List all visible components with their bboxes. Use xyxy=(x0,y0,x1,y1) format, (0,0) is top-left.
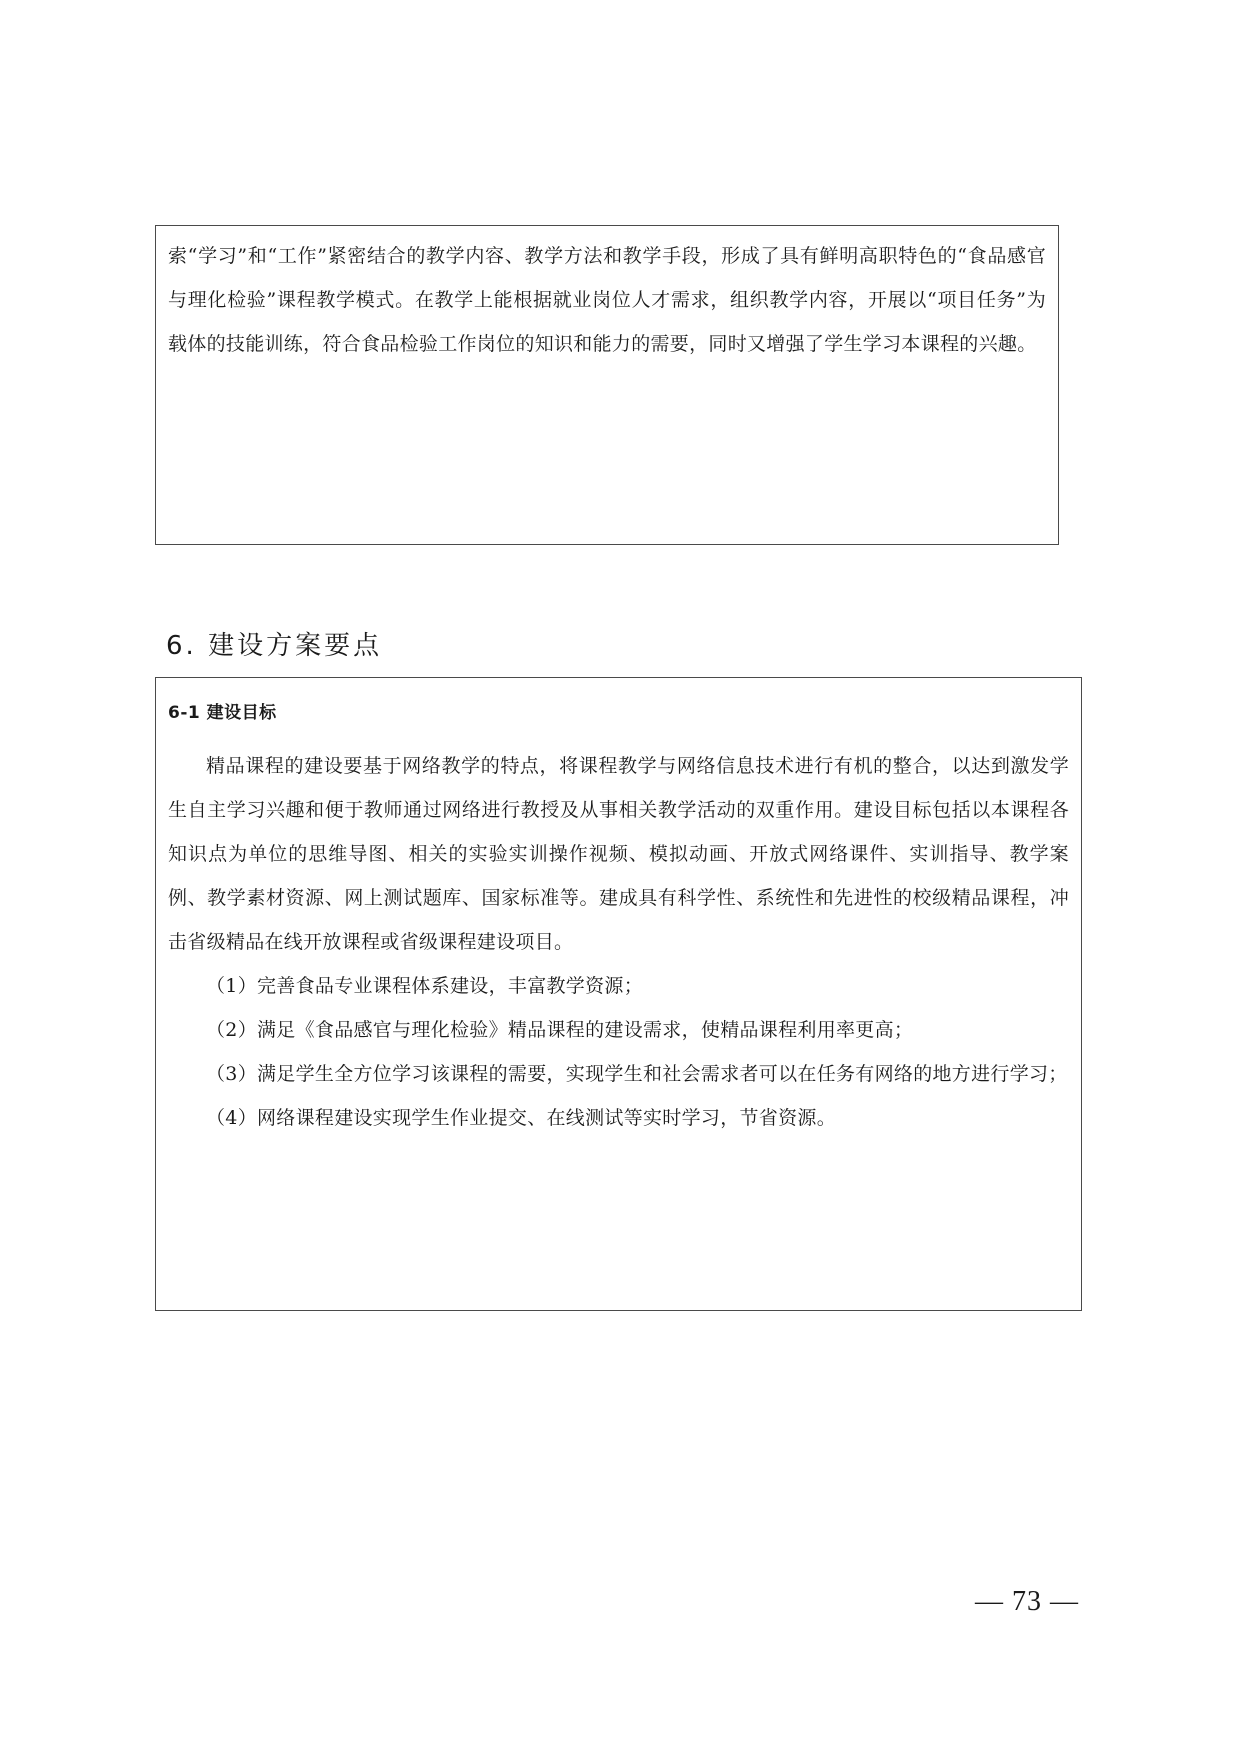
list-item: （3）满足学生全方位学习该课程的需要，实现学生和社会需求者可以在任务有网络的地方进行学习； xyxy=(206,1063,1068,1085)
continued-paragraph: 索“学习”和“工作”紧密结合的教学内容、教学方法和教学手段，形成了具有鲜明高职特色的“食品感官与理化检验”课程教学模式。在教学上能根据就业岗位人才需求，组织教学内容，开展以“项目任务”为载体的技能训练，符合食品检验工作岗位的知识和能力的需要，同时又增强了学生学习本课程的兴趣。 xyxy=(168,245,1046,355)
section-heading: 6. 建设方案要点 xyxy=(166,631,383,661)
goal-paragraph: 精品课程的建设要基于网络教学的特点，将课程教学与网络信息技术进行有机的整合，以达到激发学生自主学习兴趣和便于教师通过网络进行教授及从事相关教学活动的双重作用。建设目标包括以本课程各知识点为单位的思维导图、相关的实验实训操作视频、模拟动画、开放式网络课件、实训指导、教学案例、教学素材资源、网上测试题库、国家标准等。建成具有科学性、系统性和先进性的校级精品课程，冲击省级精品在线开放课程或省级课程建设项目。 xyxy=(168,755,1069,953)
list-item: （4）网络课程建设实现学生作业提交、在线测试等实时学习，节省资源。 xyxy=(206,1107,836,1129)
page-number: — 73 — xyxy=(975,1586,1079,1617)
subsection-heading: 6-1 建设目标 xyxy=(168,703,277,723)
construction-plan-box xyxy=(155,677,1082,1311)
continued-content-box xyxy=(155,225,1059,545)
list-item: （2）满足《食品感官与理化检验》精品课程的建设需求，使精品课程利用率更高； xyxy=(206,1019,914,1041)
list-item: （1）完善食品专业课程体系建设，丰富教学资源； xyxy=(206,975,643,997)
